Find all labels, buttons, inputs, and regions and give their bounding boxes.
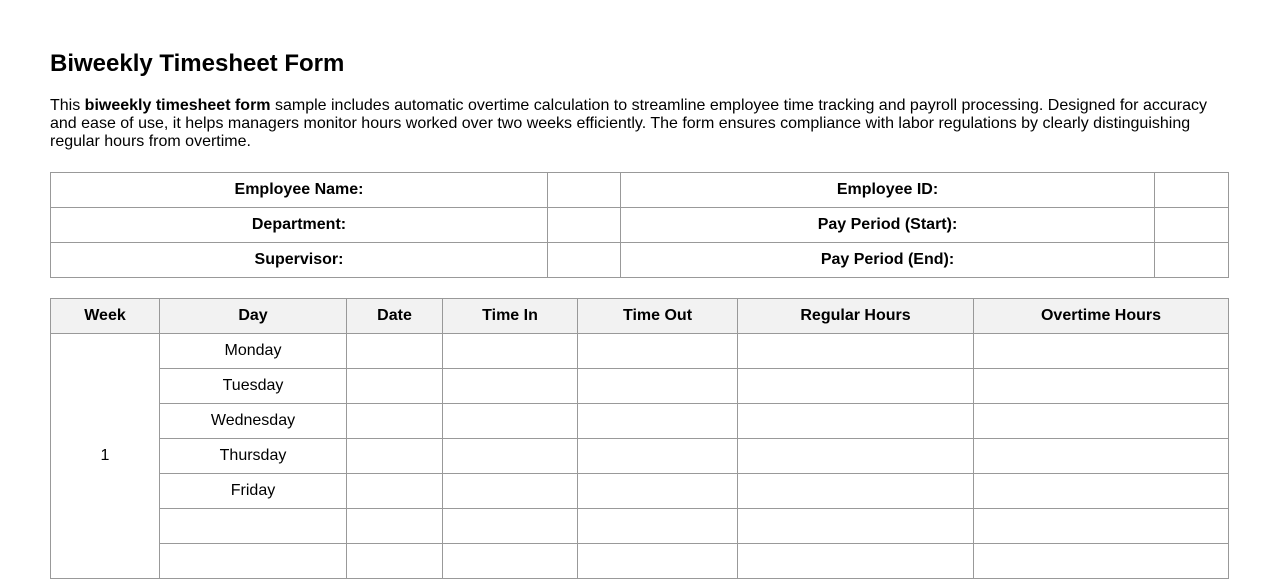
time-out-cell[interactable] — [578, 404, 738, 439]
overtime-hours-cell[interactable] — [974, 509, 1229, 544]
employee-name-label: Employee Name: — [51, 173, 548, 208]
time-out-cell[interactable] — [578, 439, 738, 474]
overtime-hours-cell[interactable] — [974, 544, 1229, 579]
header-regular-hours: Regular Hours — [738, 299, 974, 334]
overtime-hours-cell[interactable] — [974, 404, 1229, 439]
header-day: Day — [160, 299, 347, 334]
overtime-hours-cell[interactable] — [974, 369, 1229, 404]
page-title: Biweekly Timesheet Form — [50, 50, 345, 77]
pay-period-start-field[interactable] — [1155, 208, 1229, 243]
time-out-cell[interactable] — [578, 334, 738, 369]
time-in-cell[interactable] — [443, 334, 578, 369]
header-week: Week — [51, 299, 160, 334]
date-cell[interactable] — [347, 334, 443, 369]
header-time-in: Time In — [443, 299, 578, 334]
day-cell: Monday — [160, 334, 347, 369]
header-date: Date — [347, 299, 443, 334]
supervisor-label: Supervisor: — [51, 243, 548, 278]
regular-hours-cell[interactable] — [738, 369, 974, 404]
table-row — [51, 474, 1229, 509]
description-prefix: This — [50, 97, 85, 114]
table-row — [51, 334, 1229, 369]
time-out-cell[interactable] — [578, 474, 738, 509]
regular-hours-cell[interactable] — [738, 439, 974, 474]
time-in-cell[interactable] — [443, 509, 578, 544]
table-row — [51, 439, 1229, 474]
time-in-cell[interactable] — [443, 439, 578, 474]
table-row — [51, 404, 1229, 439]
date-cell[interactable] — [347, 509, 443, 544]
info-row — [51, 243, 1229, 278]
header-overtime-hours: Overtime Hours — [974, 299, 1229, 334]
description-bold: biweekly timesheet form — [84, 97, 271, 114]
time-out-cell[interactable] — [578, 544, 738, 579]
time-out-cell[interactable] — [578, 509, 738, 544]
supervisor-field[interactable] — [548, 243, 621, 278]
date-cell[interactable] — [347, 544, 443, 579]
department-label: Department: — [51, 208, 548, 243]
day-cell: Tuesday — [160, 369, 347, 404]
date-cell[interactable] — [347, 474, 443, 509]
time-in-cell[interactable] — [443, 369, 578, 404]
date-cell[interactable] — [347, 369, 443, 404]
header-time-out: Time Out — [578, 299, 738, 334]
regular-hours-cell[interactable] — [738, 404, 974, 439]
regular-hours-cell[interactable] — [738, 334, 974, 369]
employee-info-table — [50, 172, 1229, 278]
day-cell: Thursday — [160, 439, 347, 474]
employee-name-field[interactable] — [548, 173, 621, 208]
department-field[interactable] — [548, 208, 621, 243]
table-row — [51, 509, 1229, 544]
pay-period-end-field[interactable] — [1155, 243, 1229, 278]
timesheet-table — [50, 298, 1229, 579]
day-cell: Friday — [160, 474, 347, 509]
description — [50, 97, 1228, 151]
employee-id-field[interactable] — [1155, 173, 1229, 208]
pay-period-end-label: Pay Period (End): — [621, 243, 1155, 278]
day-cell — [160, 544, 347, 579]
regular-hours-cell[interactable] — [738, 474, 974, 509]
time-in-cell[interactable] — [443, 404, 578, 439]
day-cell: Wednesday — [160, 404, 347, 439]
overtime-hours-cell[interactable] — [974, 474, 1229, 509]
table-header-row — [51, 299, 1229, 334]
overtime-hours-cell[interactable] — [974, 439, 1229, 474]
pay-period-start-label: Pay Period (Start): — [621, 208, 1155, 243]
table-row — [51, 544, 1229, 579]
info-row — [51, 208, 1229, 243]
info-row — [51, 173, 1229, 208]
time-in-cell[interactable] — [443, 474, 578, 509]
time-out-cell[interactable] — [578, 369, 738, 404]
date-cell[interactable] — [347, 404, 443, 439]
week-number-cell: 1 — [51, 334, 160, 579]
regular-hours-cell[interactable] — [738, 544, 974, 579]
description-suffix: sample includes automatic overtime calculation to streamline employee time tracking and payroll processing. Designed for accuracy and ease of use, it helps managers monitor hours worked over two weeks efficiently. The form ensures compliance with labor regulations by clearly distinguishing regular hours from overtime. — [50, 97, 1207, 150]
time-in-cell[interactable] — [443, 544, 578, 579]
employee-id-label: Employee ID: — [621, 173, 1155, 208]
regular-hours-cell[interactable] — [738, 509, 974, 544]
table-row — [51, 369, 1229, 404]
date-cell[interactable] — [347, 439, 443, 474]
day-cell — [160, 509, 347, 544]
overtime-hours-cell[interactable] — [974, 334, 1229, 369]
